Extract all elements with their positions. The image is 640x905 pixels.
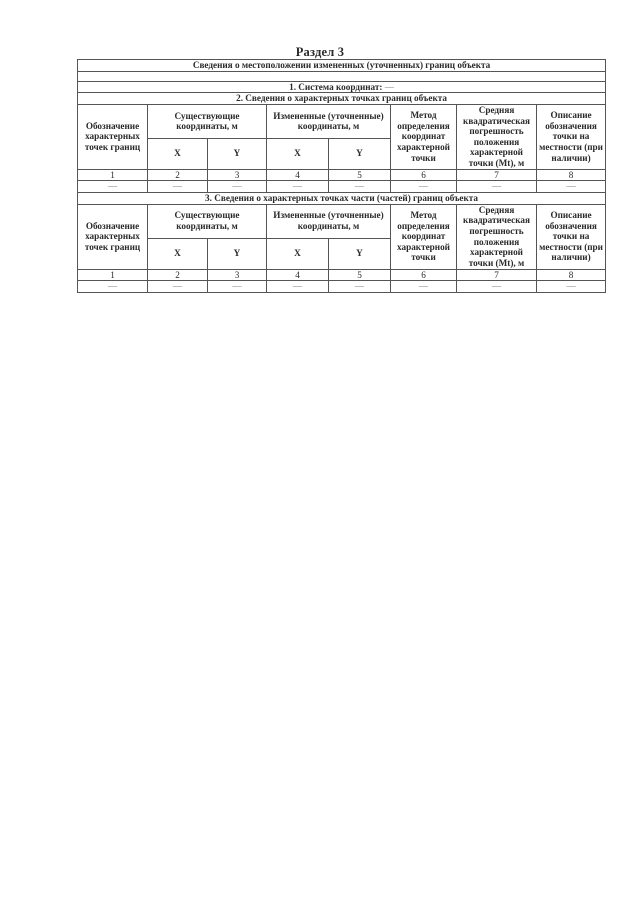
dash-cell: — — [329, 281, 391, 293]
header-changed-y: Y — [329, 138, 391, 169]
header-changed-x: X — [267, 238, 329, 269]
column-number: 4 — [267, 169, 329, 181]
empty-row — [78, 71, 606, 81]
section-2-number-row — [78, 169, 606, 181]
header-designation: Обозначение характерных точек границ — [78, 104, 148, 169]
dash-cell: — — [457, 181, 537, 193]
dash-cell: — — [78, 181, 148, 193]
header-existing: Существующие координаты, м — [148, 104, 267, 138]
dash-cell: — — [267, 181, 329, 193]
header-existing-x: X — [148, 138, 208, 169]
coord-system-value: — — [384, 81, 394, 92]
header-existing: Существующие координаты, м — [148, 204, 267, 238]
coord-system-row — [78, 81, 606, 93]
section-3-number-row — [78, 269, 606, 281]
dash-cell: — — [148, 281, 208, 293]
section-3-title: 3. Сведения о характерных точках части (частей) границ объекта — [78, 192, 606, 204]
header-existing-x: X — [148, 238, 208, 269]
column-number: 3 — [208, 269, 267, 281]
header-existing-y: Y — [208, 238, 267, 269]
column-number: 2 — [148, 269, 208, 281]
section-2-data-row — [78, 181, 606, 193]
column-number: 1 — [78, 269, 148, 281]
subtitle-row — [78, 60, 606, 72]
header-changed-x: X — [267, 138, 329, 169]
section-3-data-row — [78, 281, 606, 293]
header-description: Описание обозначения точки на местности (при наличии) — [537, 204, 606, 269]
section-2-title: 2. Сведения о характерных точках границ объекта — [78, 93, 606, 105]
table-subtitle: Сведения о местоположении измененных (уточненных) границ объекта — [78, 60, 606, 72]
header-error: Средняя квадратическая погрешность положения характерной точки (Mt), м — [457, 204, 537, 269]
column-number: 8 — [537, 169, 606, 181]
page-title: Раздел 3 — [295, 45, 345, 59]
dash-cell: — — [78, 281, 148, 293]
column-number: 8 — [537, 269, 606, 281]
header-method: Метод определения координат характерной точки — [391, 104, 457, 169]
column-number: 5 — [329, 269, 391, 281]
dash-cell: — — [208, 181, 267, 193]
header-existing-y: Y — [208, 138, 267, 169]
section-2-header-row — [78, 104, 606, 138]
dash-cell: — — [208, 281, 267, 293]
header-designation: Обозначение характерных точек границ — [78, 204, 148, 269]
empty-cell — [78, 71, 606, 81]
column-number: 7 — [457, 269, 537, 281]
header-changed: Измененные (уточненные) координаты, м — [267, 104, 391, 138]
dash-cell: — — [267, 281, 329, 293]
dash-cell: — — [391, 281, 457, 293]
header-changed-y: Y — [329, 238, 391, 269]
column-number: 3 — [208, 169, 267, 181]
section-3-table — [77, 59, 606, 293]
dash-cell: — — [457, 281, 537, 293]
section-3-header-row — [78, 204, 606, 238]
header-error: Средняя квадратическая погрешность положения характерной точки (Mt), м — [457, 104, 537, 169]
column-number: 2 — [148, 169, 208, 181]
header-description: Описание обозначения точки на местности (при наличии) — [537, 104, 606, 169]
column-number: 6 — [391, 169, 457, 181]
section-3-title-row — [78, 192, 606, 204]
column-number: 5 — [329, 169, 391, 181]
header-method: Метод определения координат характерной точки — [391, 204, 457, 269]
dash-cell: — — [148, 181, 208, 193]
column-number: 6 — [391, 269, 457, 281]
dash-cell: — — [537, 181, 606, 193]
dash-cell: — — [391, 181, 457, 193]
coord-system-label: 1. Система координат: — [289, 81, 383, 92]
section-2-title-row — [78, 93, 606, 105]
column-number: 1 — [78, 169, 148, 181]
column-number: 4 — [267, 269, 329, 281]
dash-cell: — — [537, 281, 606, 293]
dash-cell: — — [329, 181, 391, 193]
column-number: 7 — [457, 169, 537, 181]
header-changed: Измененные (уточненные) координаты, м — [267, 204, 391, 238]
coord-system-cell — [78, 81, 606, 93]
